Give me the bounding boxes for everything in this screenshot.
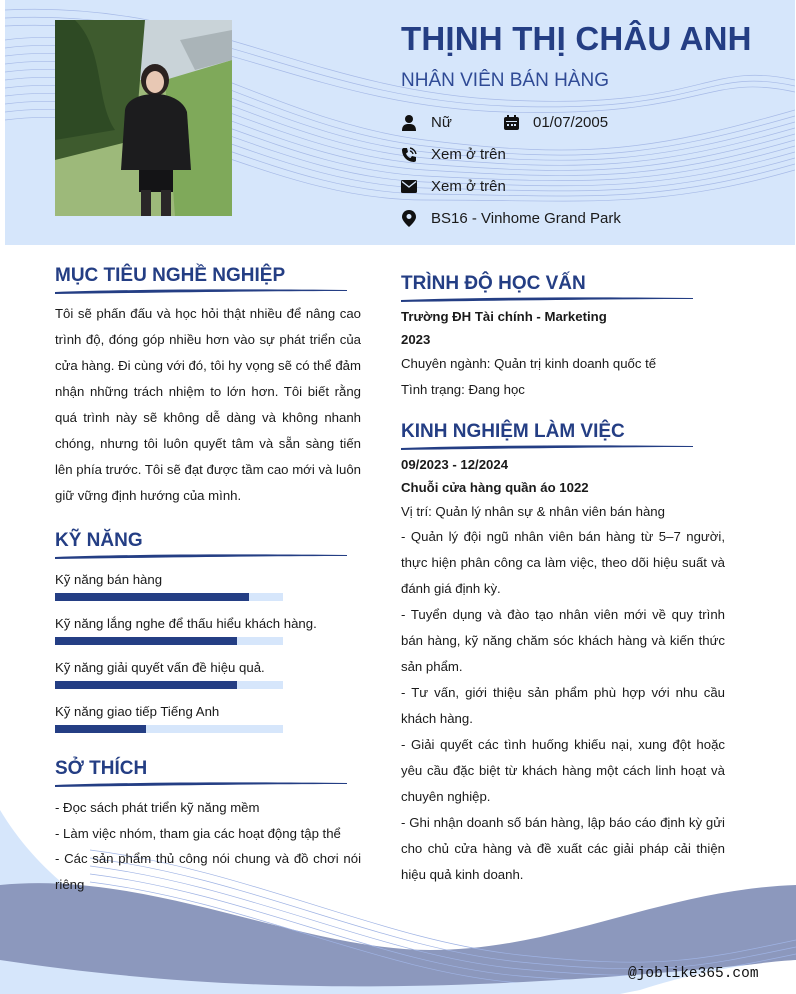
education-title: TRÌNH ĐỘ HỌC VẤN <box>401 273 586 294</box>
phone-value: Xem ở trên <box>431 146 506 163</box>
education-school: Trường ĐH Tài chính - Marketing <box>401 309 607 324</box>
address-value: BS16 - Vinhome Grand Park <box>431 210 621 227</box>
experience-duty: - Tư vấn, giới thiệu sản phẩm phù hợp với nhu cầu khách hàng. <box>401 685 725 726</box>
birthdate-value: 01/07/2005 <box>533 114 609 131</box>
education-year: 2023 <box>401 332 431 347</box>
experience-period: 09/2023 - 12/2024 <box>401 457 509 472</box>
education-major: Chuyên ngành: Quản trị kinh doanh quốc tế <box>401 356 657 371</box>
experience-title: KINH NGHIỆM LÀM VIỆC <box>401 421 625 442</box>
skill-label: Kỹ năng giao tiếp Tiếng Anh <box>55 704 220 719</box>
experience-duty: - Tuyển dụng và đào tạo nhân viên mới về quy trình bán hàng, kỹ năng chăm sóc khách hàng và kiến thức sản phẩm. <box>401 607 725 674</box>
skill-bar <box>55 637 283 645</box>
skill-bar <box>55 593 283 601</box>
skill-label: Kỹ năng bán hàng <box>55 572 163 587</box>
experience-duty: - Quản lý đội ngũ nhân viên bán hàng từ 5–7 người, thực hiện phân công ca làm việc, theo dõi hiệu suất và đánh giá định kỳ. <box>401 529 725 596</box>
address-row <box>401 210 621 227</box>
education-status: Tình trạng: Đang học <box>401 382 525 397</box>
envelope-icon <box>401 179 417 195</box>
experience-duty: - Giải quyết các tình huống khiếu nại, xung đột hoặc yêu cầu đặc biệt từ khách hàng một cách linh hoạt và chuyên nghiệp. <box>401 737 725 804</box>
birthdate-row <box>503 114 608 131</box>
email-value: Xem ở trên <box>431 178 506 195</box>
user-icon <box>401 115 417 131</box>
objective-text: Tôi sẽ phấn đấu và học hỏi thật nhiều để nâng cao trình độ, đóng góp nhiều hơn vào sự phát triển của cửa hàng. Đi cùng với đó, tôi hy vọng sẽ có thể đảm nhận những trách nhiệm to lớn hơn. Tôi biết rằng quá trình này sẽ không dễ dàng và không nhanh chóng, nhưng tôi luôn quyết tâm và sẵn sàng tiến lên phía trước. Tôi sẽ đạt được tầm cao mới và luôn giữ vững định hướng của mình. <box>55 306 361 503</box>
education-underline <box>401 296 693 302</box>
hobby-item: - Các sản phẩm thủ công nói chung và đồ chơi nói riêng <box>55 851 361 892</box>
skill-bar <box>55 681 283 689</box>
skill-bar-fill <box>55 637 237 645</box>
skill-bar-fill <box>55 725 146 733</box>
gender-value: Nữ <box>431 114 452 131</box>
calendar-icon <box>503 115 519 131</box>
experience-underline <box>401 444 693 450</box>
objective-underline <box>55 288 347 294</box>
experience-company: Chuỗi cửa hàng quần áo 1022 <box>401 480 589 495</box>
phone-icon <box>401 147 417 163</box>
profile-photo <box>55 20 232 216</box>
hobby-item: - Làm việc nhóm, tham gia các hoạt động tập thể <box>55 826 341 841</box>
experience-duty: - Ghi nhận doanh số bán hàng, lập báo cáo định kỳ gửi cho chủ cửa hàng và đề xuất các giải pháp cải thiện hiệu quả kinh doanh. <box>401 815 725 882</box>
email-row <box>401 178 506 195</box>
hobbies-title: SỞ THÍCH <box>55 758 148 779</box>
skill-label: Kỹ năng lắng nghe để thấu hiểu khách hàng. <box>55 616 317 631</box>
gender-row <box>401 114 452 131</box>
candidate-name: THỊNH THỊ CHÂU ANH <box>401 20 752 57</box>
candidate-role: NHÂN VIÊN BÁN HÀNG <box>401 70 609 91</box>
location-pin-icon <box>401 211 417 227</box>
objective-title: MỤC TIÊU NGHỀ NGHIỆP <box>55 265 286 286</box>
skill-bar-fill <box>55 681 237 689</box>
experience-position: Vị trí: Quản lý nhân sự & nhân viên bán hàng <box>401 504 665 519</box>
skill-bar-fill <box>55 593 249 601</box>
watermark: @joblike365.com <box>628 966 759 982</box>
skills-underline <box>55 553 347 559</box>
skill-bar <box>55 725 283 733</box>
skills-title: KỸ NĂNG <box>55 530 143 551</box>
hobby-item: - Đọc sách phát triển kỹ năng mềm <box>55 800 260 815</box>
hobbies-underline <box>55 781 347 787</box>
skill-label: Kỹ năng giải quyết vấn đề hiệu quả. <box>55 660 265 675</box>
phone-row <box>401 146 506 163</box>
